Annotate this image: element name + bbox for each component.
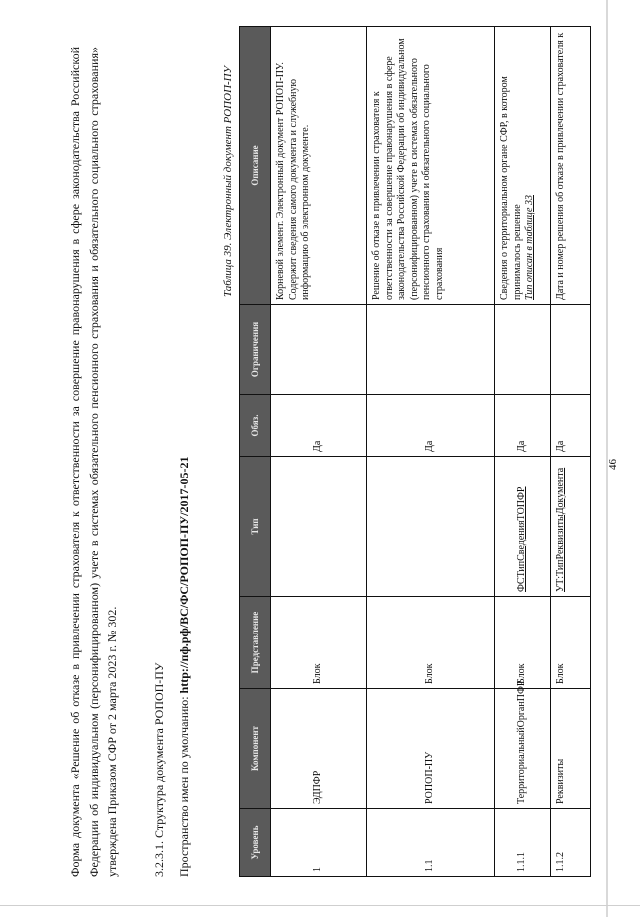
description-text: Корневой элемент. Электронный документ РОПОП-ПУ. Содержит сведения самого документа и служебную информацию об электронном документе.	[275, 62, 311, 300]
cell-required: Да	[367, 395, 495, 457]
cell-description	[367, 27, 495, 305]
cell-component: РОПОП-ПУ	[367, 689, 495, 809]
cell-component: ТерриториальныйОрганПФР	[495, 689, 551, 809]
cell-restrictions	[271, 305, 367, 395]
namespace-line	[177, 457, 192, 877]
table-row	[551, 27, 591, 877]
description-text: Дата и номер решения об отказе в привлечении страхователя к	[555, 32, 566, 300]
cell-level: 1.1	[367, 809, 495, 877]
description-text: Сведения о территориальном органе СФР, в котором принималось решение	[499, 76, 523, 300]
intro-paragraph: Форма документа «Решение об отказе в привлечении страхователя к ответственности за совершение правонарушения в сфере законодательства Российской Федерации об индивидуальном (персонифицированном) учете в системах обязательного пенсионного страхования и обязательного социального страхования» утверждена Приказом СФР от 2 марта 2023 г. № 302.	[68, 47, 120, 877]
cell-representation: Блок	[271, 597, 367, 689]
cell-description	[271, 27, 367, 305]
cell-restrictions	[495, 305, 551, 395]
cell-required: Да	[495, 395, 551, 457]
cell-representation: Блок	[495, 597, 551, 689]
header-component: Компонент	[240, 689, 271, 809]
cell-representation: Блок	[367, 597, 495, 689]
type-link[interactable]: ФСТипСведенияТОПФР	[516, 486, 528, 592]
cell-level: 1	[271, 809, 367, 877]
header-type: Тип	[240, 457, 271, 597]
table-header-row	[240, 27, 271, 877]
cell-restrictions	[367, 305, 495, 395]
cell-type	[367, 457, 495, 597]
header-required: Обяз.	[240, 395, 271, 457]
cell-representation: Блок	[551, 597, 591, 689]
page-number: 46	[607, 459, 619, 470]
namespace-value: http://пф.рф/ВС/ФС/РОПОП-ПУ/2017-05-21	[177, 456, 191, 694]
header-level: Уровень	[240, 809, 271, 877]
cell-component: ЭДПФР	[271, 689, 367, 809]
table-row	[271, 27, 367, 877]
structure-table	[239, 26, 591, 877]
cell-type	[551, 457, 591, 597]
cell-component: Реквизиты	[551, 689, 591, 809]
cell-level: 1.1.1	[495, 809, 551, 877]
cell-restrictions	[551, 305, 591, 395]
namespace-label: Пространство имен по умолчанию:	[177, 693, 191, 877]
description-text: Решение об отказе в привлечении страхователя к ответственности за совершение правонарушения в сфере законодательства Российской Федерации об индивидуальном (персонифицированном) учете в системах обязательного пенсионного страхования и обязательного социального страхования	[371, 38, 445, 300]
header-representation: Представление	[240, 597, 271, 689]
cell-description	[551, 27, 591, 305]
cell-type	[271, 457, 367, 597]
cell-type	[495, 457, 551, 597]
table-caption: Таблица 39. Электронный документ РОПОП-ПУ	[222, 65, 234, 297]
cell-level: 1.1.2	[551, 809, 591, 877]
table-row	[367, 27, 495, 877]
cell-description	[495, 27, 551, 305]
cell-required: Да	[271, 395, 367, 457]
header-description: Описание	[240, 27, 271, 305]
table-row	[495, 27, 551, 877]
type-link[interactable]: УТ:ТипРеквизитыДокумента	[555, 467, 566, 592]
header-restrictions: Ограничения	[240, 305, 271, 395]
cell-required: Да	[551, 395, 591, 457]
description-link[interactable]: Тип описан в таблице 33	[524, 195, 535, 300]
section-heading: 3.2.3.1. Структура документа РОПОП-ПУ	[152, 662, 166, 877]
